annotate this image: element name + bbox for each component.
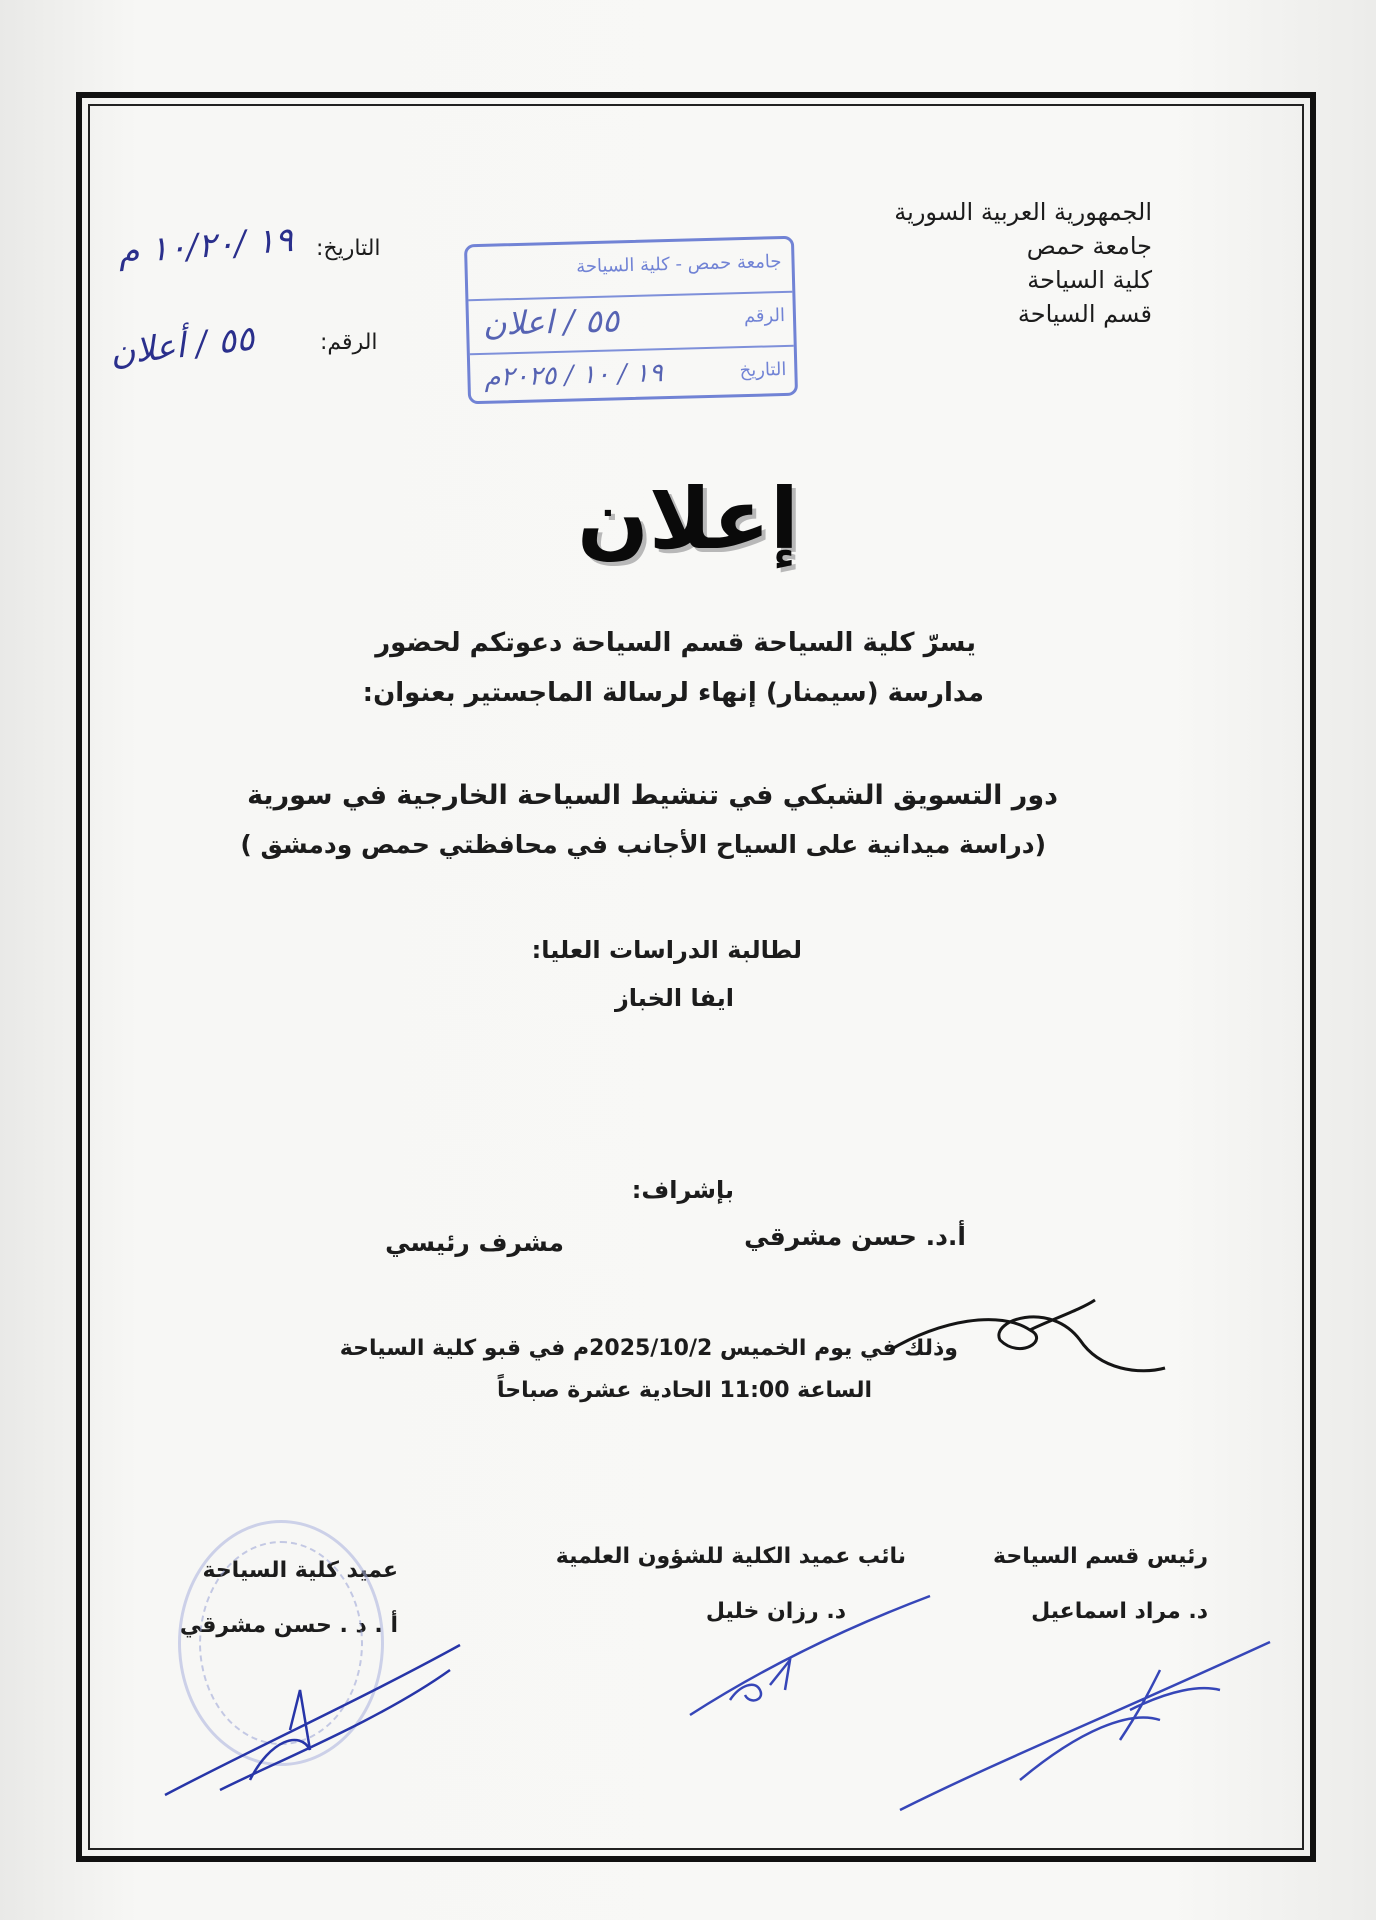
signatory-name: د. رزان خليل [705,1599,846,1624]
registration-stamp [464,236,798,405]
thesis-title-line-2: (دراسة ميدانية على السياح الأجانب في محافظتي حمص ودمشق ) [240,830,1046,859]
signatory-name: أ . د . حسن مشرقي [179,1613,398,1638]
signatory-title: رئيس قسم السياحة [993,1544,1208,1569]
header-department: قسم السياحة [1017,300,1152,328]
header-country: الجمهورية العربية السورية [894,198,1152,226]
supervision-label: بإشراف: [631,1176,734,1204]
schedule-line-2: الساعة 11:00 الحادية عشرة صباحاً [496,1378,872,1403]
signatory-name: د. مراد اسماعيل [1031,1599,1208,1624]
date-label: التاريخ: [316,236,381,261]
signatory-title: عميد كلية السياحة [202,1558,398,1583]
intro-line-2: مدارسة (سيمنار) إنهاء لرسالة الماجستير بعنوان: [362,678,984,708]
stamp-number-value: ٥٥ / اعلان [482,301,620,343]
vice-dean-signature [680,1590,940,1720]
page-title: إعلان [577,470,799,568]
header-university: جامعة حمص [1026,232,1152,260]
number-label: الرقم: [320,330,378,355]
dean-signature [160,1640,470,1800]
intro-line-1: يسرّ كلية السياحة قسم السياحة دعوتكم لحضور [375,628,976,658]
stamp-header-text: جامعة حمص - كلية السياحة [575,251,782,278]
supervisor-signature [880,1280,1170,1390]
thesis-title-line-1: دور التسويق الشبكي في تنشيط السياحة الخارجية في سورية [247,780,1058,811]
supervisor-role: مشرف رئيسي [385,1228,564,1257]
stamp-number-label: الرقم [743,304,786,328]
stamp-number-row [468,293,793,355]
supervisor-name: أ.د. حسن مشرقي [744,1222,966,1251]
institution-header [894,195,1152,331]
stamp-header-row [467,239,792,301]
schedule-line-1: وذلك في يوم الخميس 2025/10/2م في قبو كلية السياحة [339,1336,958,1361]
student-name: ايفا الخباز [614,984,734,1012]
signatory-title: نائب عميد الكلية للشؤون العلمية [555,1544,906,1569]
number-handwritten: ٥٥ / أعلان [108,318,257,374]
stamp-date-value: ١٩ / ١٠ / ٢٠٢٥م [484,358,664,393]
head-of-department-signature [900,1630,1280,1820]
student-label: لطالبة الدراسات العليا: [531,936,802,964]
stamp-date-label: التاريخ [739,358,787,382]
header-faculty: كلية السياحة [1027,266,1152,294]
stamp-date-row [470,347,795,407]
date-handwritten: ١٩ /١٠/٢٠ م [116,219,295,273]
signatory-head-of-department [993,1544,1208,1624]
